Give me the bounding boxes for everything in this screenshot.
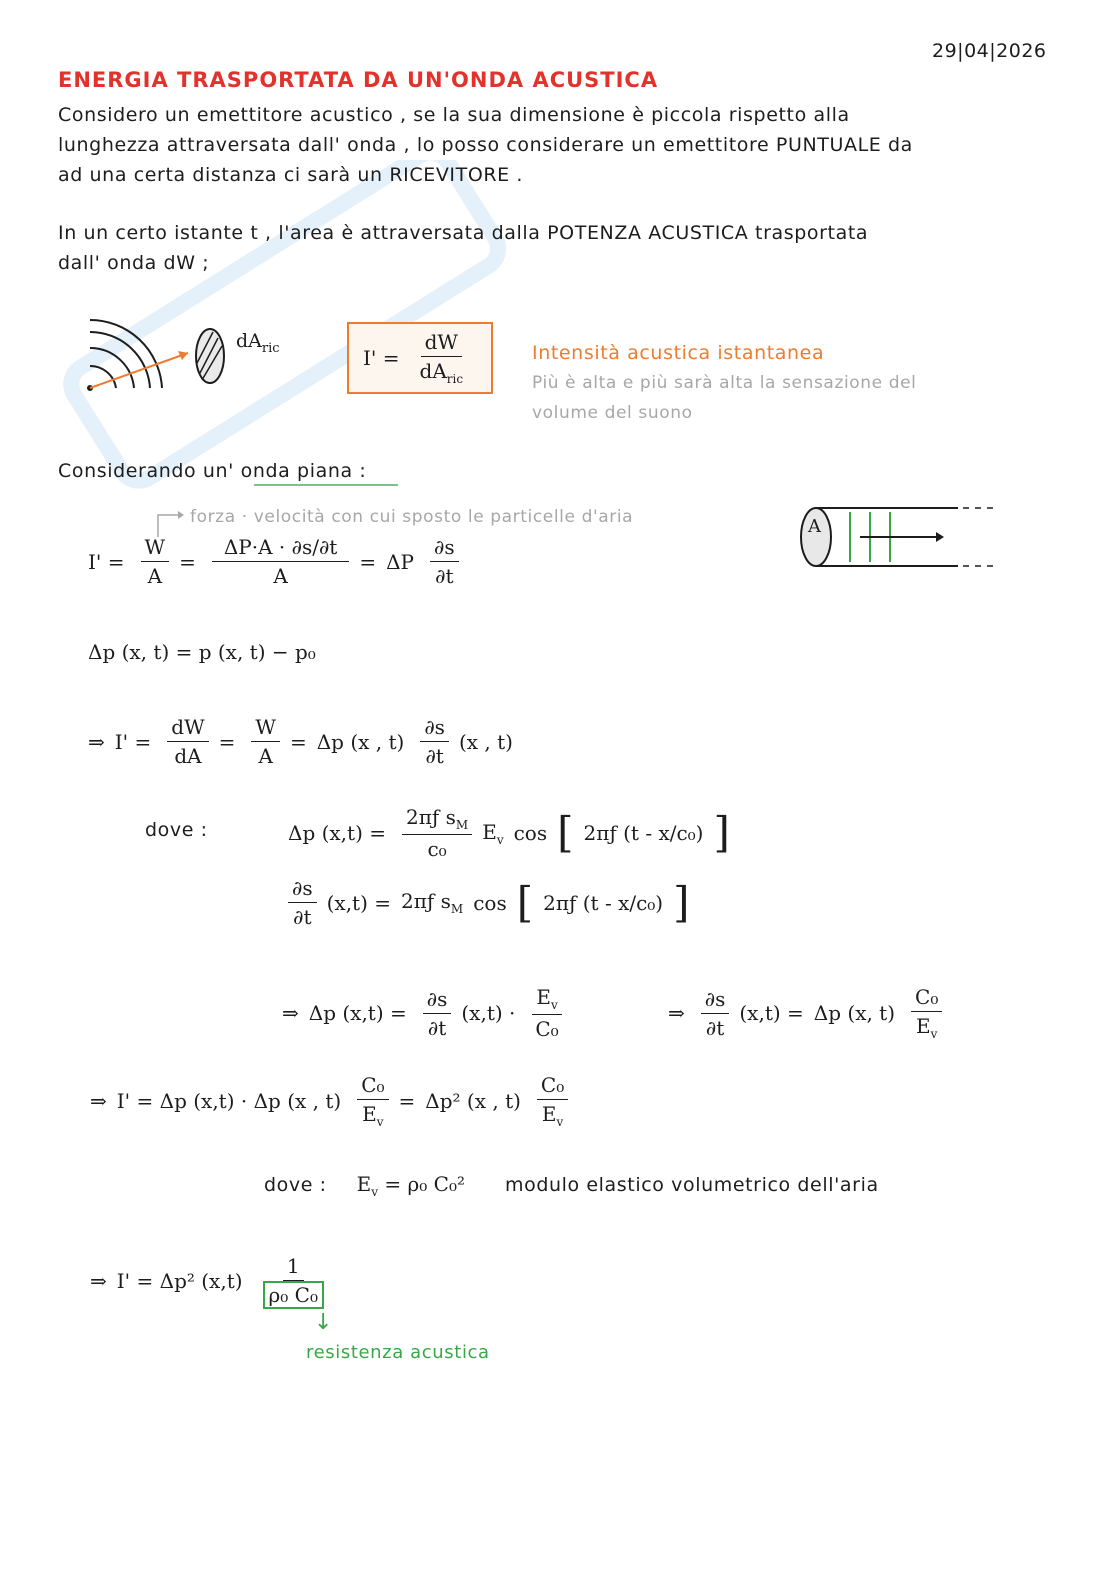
intro-line-3: ad una certa distanza ci sarà un RICEVITORE . — [58, 164, 524, 186]
equation-3: ⇒ I' = $\frac{dW}{dA}$ = $\frac{W}{A}$ = Δp (x , t) $\frac{\partial s}{\partial t}$ (x , t) — [88, 715, 513, 768]
intro-line-2: lunghezza attraversata dall' onda , lo posso considerare un emettitore PUNTUALE da — [58, 134, 913, 156]
equation-1: I' = $\frac{W}{A}$ = $\frac{\Delta P\cdot A \cdot \partial s/\partial t}{A}$ = ΔP $\frac{\partial s}{\partial t}$ — [88, 535, 469, 588]
resistance-arrow-icon: ↓ — [314, 1310, 333, 1335]
equation-4: Δp (x,t) = $\frac{2\pi ƒ s_M}{\text{c₀}}$ $E_v$ cos [ 2πƒ (t - x/c₀) ] — [288, 805, 730, 861]
tube-diagram — [798, 500, 1008, 575]
intensity-formula-box — [347, 322, 493, 394]
force-note: forza · velocità con cui sposto le particelle d'aria — [190, 507, 634, 527]
page-title: ENERGIA TRASPORTATA DA UN'ONDA ACUSTICA — [58, 68, 659, 92]
dove-label-1: dove : — [145, 819, 208, 841]
page-date: 29|04|2026 — [932, 40, 1047, 62]
resistance-note: resistenza acustica — [306, 1342, 490, 1363]
intensity-fraction: $\frac{dW}{dA_{ric}}$ — [419, 330, 464, 386]
emitter-diagram — [80, 318, 230, 403]
dove-row-2 — [264, 1170, 889, 1200]
plane-wave-text: Considerando un' onda piana : — [58, 460, 367, 482]
equation-6b: ⇒ $\frac{\partial s}{\partial t}$ (x,t) = Δp (x, t) $\frac{\text{C₀}}{E_v}$ — [668, 985, 952, 1041]
power-paragraph — [58, 218, 1048, 278]
area-label: $dA_{ric}$ — [236, 330, 280, 356]
equation-2: Δp (x, t) = p (x, t) − p₀ — [88, 640, 316, 664]
acoustic-resistance-box: ρ₀ C₀ — [263, 1281, 324, 1309]
intensity-lhs: I' = — [363, 346, 400, 370]
dove-label-2: dove : — [264, 1174, 327, 1196]
elastic-modulus-desc: modulo elastico volumetrico dell'aria — [505, 1174, 879, 1196]
tube-area-label: A — [808, 516, 821, 537]
intro-line-1: Considero un emettitore acustico , se la sua dimensione è piccola rispetto alla — [58, 104, 850, 126]
equation-7: ⇒ I' = Δp (x,t) · Δp (x , t) $\frac{\text{C₀}}{E_v}$ = Δp² (x , t) $\frac{\text{C₀}}{E_v}$ — [90, 1073, 578, 1129]
equation-6a: ⇒ Δp (x,t) = $\frac{\partial s}{\partial t}$ (x,t) · $\frac{E_v}{\text{C₀}}$ — [282, 985, 573, 1041]
power-line-1: In un certo istante t , l'area è attraversata dalla POTENZA ACUSTICA trasportata — [58, 222, 869, 244]
intensity-note-title: Intensità acustica istantanea — [532, 342, 825, 364]
equation-8: ⇒ I' = Δp² (x,t) $\frac{1}{\text{ρ₀ C₀}}$ — [90, 1254, 338, 1307]
equation-5: $\frac{\partial s}{\partial t}$ (x,t) = 2πƒ $s_M$ cos [ 2πƒ (t - x/c₀) ] — [282, 876, 700, 929]
elastic-modulus-formula: $E_v = \rho_0$ C₀² — [356, 1171, 466, 1199]
intro-paragraph — [58, 100, 1048, 190]
power-line-2: dall' onda dW ; — [58, 252, 210, 274]
intensity-note-desc: Più è alta e più sarà alta la sensazione del volume del suono — [532, 373, 917, 423]
plane-wave-underline — [254, 484, 398, 486]
